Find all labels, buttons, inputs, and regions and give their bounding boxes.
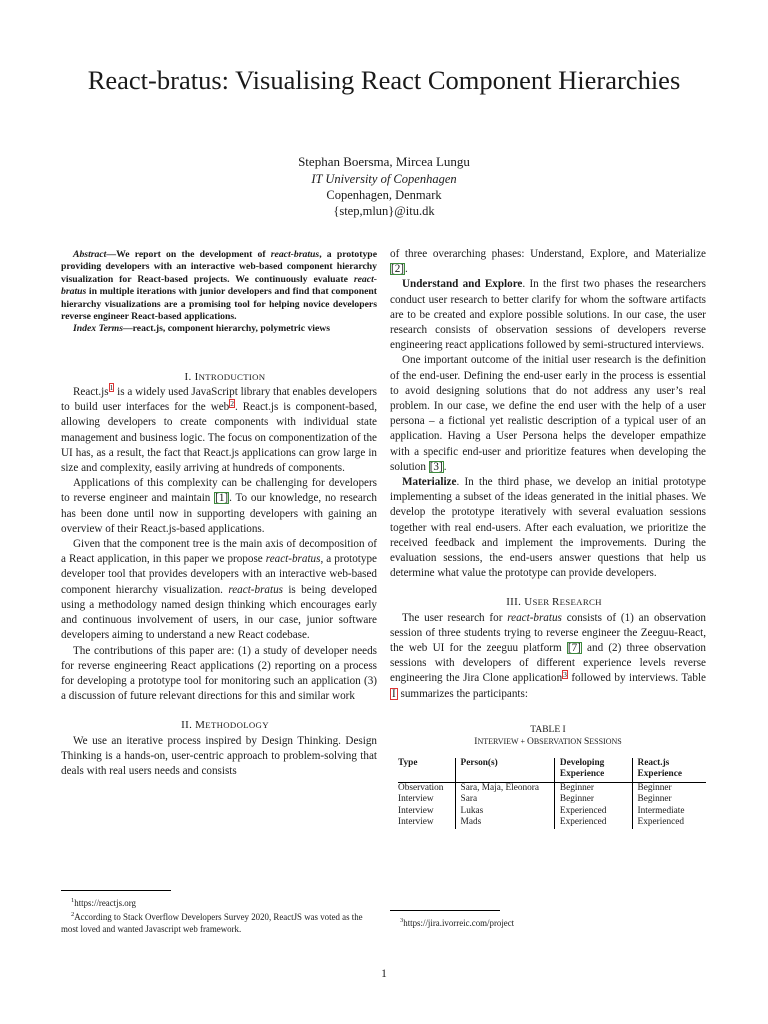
table-cell: Experienced (554, 806, 632, 818)
footnote-url[interactable]: https://jira.ivorreic.com/project (403, 917, 515, 928)
author-location: Copenhagen, Denmark (326, 188, 442, 202)
table-cell: Lukas (455, 806, 554, 818)
right-column (390, 247, 706, 829)
research-paragraph: The user research for react-bratus consists of (1) an observation session of three students trying to reverse engineer the Zeeguu-React, the web UI for the zeeguu platform [7] and (2) three observation sessions with developers of different experience levels reverse engineering the Jira Clone application$^3$ followed by interviews. Table I summarizes the participants: (390, 611, 706, 700)
citation-link[interactable]: [1] (215, 492, 229, 505)
index-terms-text: —react.js, component hierarchy, polymetric views (122, 323, 331, 335)
author-block (60, 154, 708, 219)
citation-link[interactable]: [3] (429, 460, 443, 473)
footnote: $^2$According to Stack Overflow Developers Survey 2020, ReactJS was voted as the most loved and wanted Javascript web framework. (61, 911, 363, 934)
table-caption (390, 724, 706, 748)
intro-paragraph: Applications of this complexity can be challenging for developers to reverse engineer and maintain [1]. To our knowledge, no research has been done until now in supporting developers with gaining an overview of their React.js-based applications. (61, 477, 378, 535)
table-cell: Intermediate (637, 805, 685, 816)
materialize-label: Materialize (402, 476, 457, 489)
understand-explore-label: Understand and Explore (402, 278, 523, 291)
method-paragraph-cont: of three overarching phases: Understand, Explore, and Materialize [2]. (390, 248, 706, 276)
paper-title: React-bratus: Visualising React Component Hierarchies (87, 65, 681, 95)
footnote-link[interactable]: 2 (230, 398, 235, 408)
table-header-row (398, 758, 706, 783)
section-heading-introduction: I. INTRODUCTION (184, 370, 266, 383)
table-cell: Mads (455, 817, 554, 829)
footnotes-left (61, 890, 379, 935)
table-cell: Beginner (554, 794, 632, 806)
footnote-link[interactable]: 3 (563, 669, 567, 679)
intro-paragraph: Given that the component tree is the main axis of decomposition of a React application, in this paper we propose react-bratus, a prototype developer tool that provides developers with an interactive web-based component hierarchy visualization. react-bratus is being developed using a methodology named design thinking which encourages early and continuous involvement of users, in our case, junior software developers aiming to understand a new React codebase. (61, 538, 377, 642)
table-link[interactable]: I (392, 687, 396, 700)
understand-explore-paragraph: Understand and Explore. In the first two phases the researchers conduct user research to better clarify for whom the software artifacts are to be created and explore possible solutions. In our case, the user research consists of observation sessions of developers reverse engineering react applications followed by semi-structured interviews. (390, 278, 706, 352)
index-terms (61, 323, 377, 335)
table-cell: Beginner (637, 782, 672, 793)
table-header-cell: Developing Experience (554, 758, 632, 783)
abstract (61, 249, 377, 323)
materialize-paragraph: Materialize. In the third phase, we develop an initial prototype implementing a subset of the ideas generated in the initial phases. We develop the prototype iteratively with several evaluation sessions together with real end-users. After each evaluation, we prioritize the received feedback and implement the improvements. During the evaluation sessions, the end-users answer questions that help us determine what value the prototype can provide developers. (390, 476, 706, 580)
footnote: $^1$https://reactjs.org (71, 897, 136, 908)
footnote: $^3$https://jira.ivorreic.com/project (400, 917, 515, 928)
abstract-text: —We report on the development of (106, 249, 271, 260)
index-terms-label: Index Terms (73, 323, 123, 335)
page-number: 1 (381, 968, 387, 980)
tool-name: react-bratus (507, 611, 562, 624)
table-cell: Sara, Maja, Eleonora (455, 782, 554, 794)
table-cell: Beginner (554, 782, 632, 794)
footnote-url[interactable]: https://reactjs.org (74, 897, 136, 908)
table-cell: Interview (398, 794, 455, 806)
method-paragraph: We use an iterative process inspired by Design Thinking. Design Thinking is a hands-on, user-centric approach to problem-solving that deals with real users needs and consists (61, 734, 377, 777)
tool-name: react-bratus (270, 249, 320, 260)
table-header-cell: Type (398, 758, 455, 783)
table-header-cell: React.js Experience (632, 758, 706, 783)
table-cell: Sara (455, 794, 554, 806)
table-cell: Experienced (637, 817, 685, 828)
footnotes-right (390, 910, 708, 929)
table-title: INTERVIEW + OBSERVATION SESSIONS (474, 736, 622, 747)
table-cell: Observation (398, 782, 455, 794)
footnote-link[interactable]: 1 (109, 383, 114, 393)
tool-name: react-bratus (228, 583, 283, 596)
citation-link[interactable]: [2] (391, 263, 404, 276)
tool-name: react-bratus (61, 273, 377, 298)
author-affiliation: IT University of Copenhagen (311, 172, 457, 186)
table-header-cell: Person(s) (455, 758, 554, 783)
intro-paragraph: The contributions of this paper are: (1) a study of developer needs for reverse engineering React applications (2) reporting on a process for developing a prototype tool for monitoring such an application (3) a discussion of future relevant directions for this and similar work (61, 644, 377, 703)
intro-paragraph: React.js$^1$ is a widely used JavaScript library that enables developers to build user interfaces for the web$^2$. React.js is component-based, allowing developers to create components with individual state management and business logic. The focus on componentization of the UI has, as a result, the fact that React.js applications can grow large in size and complexity, easily arriving at hundreds of components. (61, 383, 378, 475)
footnote-rule (390, 910, 500, 911)
table-row (398, 817, 706, 829)
section-heading-methodology: II. METHODOLOGY (181, 719, 269, 732)
abstract-label: Abstract (73, 249, 107, 260)
table-cell: Interview (398, 806, 455, 818)
abstract-text: , a prototype providing developers with an interactive web-based component hierarchy visualization for React-based projects. We continuously evaluate (61, 249, 377, 285)
left-column (61, 249, 377, 779)
participants-table (398, 758, 706, 829)
section-heading-user-research: III. USER RESEARCH (506, 596, 602, 609)
table-row (398, 782, 706, 794)
tool-name: react-bratus (265, 553, 321, 566)
table-cell: Interview (398, 817, 455, 829)
table-row (398, 794, 706, 806)
footnote-rule (61, 890, 171, 891)
table-row (398, 806, 706, 818)
persona-paragraph: One important outcome of the initial user research is the definition of the end-user. Defining the end-user early in the process is essential to avoid designing solutions that do not address any user’s real problem. In our case, we define the end user with the help of a user persona – a fictional yet realistic description of a typical user of an application. Having a User Persona helps the developer empathize with a specific end-user and prioritize features when developing the solution [3]. (390, 354, 706, 473)
abstract-text: in multiple iterations with junior developers and find that component hierarchy visualizations are a promising tool for helping novice developers reverse engineer React-based applications. (61, 286, 377, 323)
citation-link[interactable]: [7] (567, 642, 581, 655)
table-cell: Experienced (554, 817, 632, 829)
author-email: {step,mlun}@itu.dk (333, 204, 435, 218)
table-cell: Beginner (637, 794, 672, 805)
table-label: TABLE I (530, 724, 566, 735)
author-names: Stephan Boersma, Mircea Lungu (298, 154, 470, 169)
